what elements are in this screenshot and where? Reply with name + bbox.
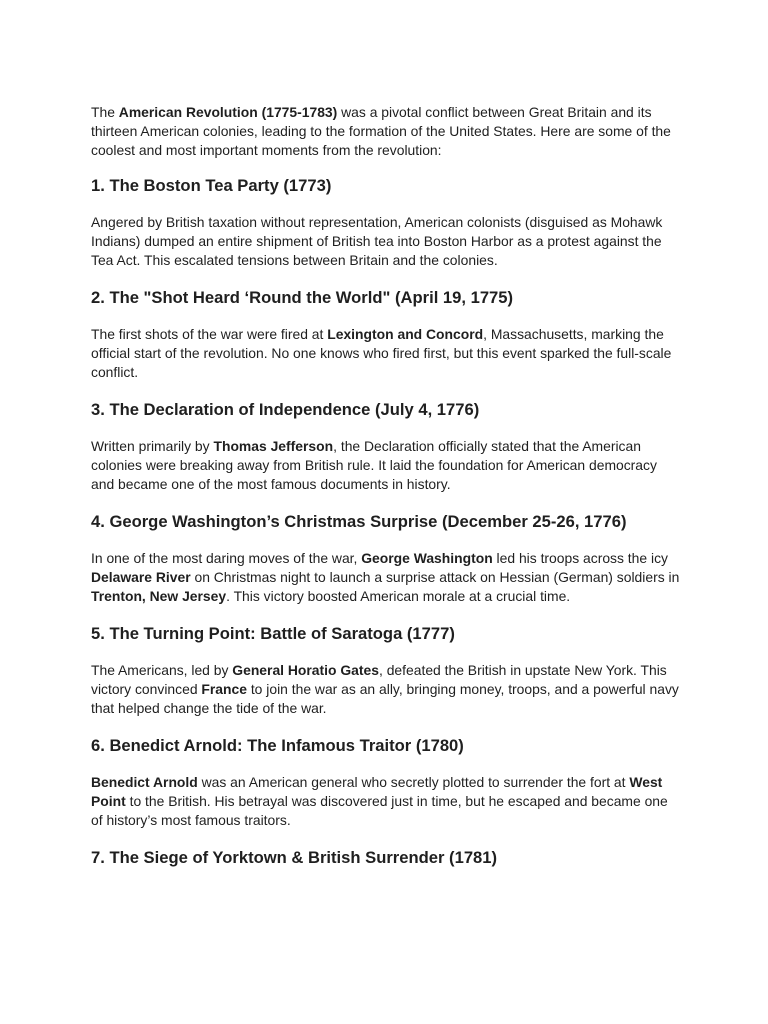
- section-heading: 3. The Declaration of Independence (July 4, 1776): [91, 400, 480, 419]
- section-boston-tea-party: [91, 175, 683, 270]
- section-heading: 5. The Turning Point: Battle of Saratoga (1777): [91, 624, 455, 643]
- intro-paragraph: [91, 103, 683, 160]
- section-yorktown: [91, 847, 683, 869]
- section-paragraph: Benedict Arnold was an American general who secretly plotted to surrender the fort at West Point to the British. His betrayal was discovered just in time, but he escaped and became one of history’s most famous traitors.: [91, 774, 668, 828]
- intro-text: was a pivotal conflict between Great Britain and its thirteen American colonies, leading to the formation of the United States. Here are some of the coolest and most important moments from the revolution:: [91, 104, 671, 158]
- section-heading: 4. George Washington’s Christmas Surprise (December 25-26, 1776): [91, 512, 627, 531]
- section-paragraph: The first shots of the war were fired at Lexington and Concord, Massachusetts, marking the official start of the revolution. No one knows who fired first, but this event sparked the full-scale conflict.: [91, 326, 672, 380]
- section-shot-heard: [91, 287, 683, 382]
- section-heading: 1. The Boston Tea Party (1773): [91, 176, 332, 195]
- section-paragraph: Written primarily by Thomas Jefferson, the Declaration officially stated that the American colonies were breaking away from British rule. It laid the foundation for American democracy and became one of the most famous documents in history.: [91, 438, 657, 492]
- section-christmas-surprise: [91, 511, 683, 606]
- document-page: [91, 103, 683, 885]
- section-declaration: [91, 399, 683, 494]
- section-paragraph: In one of the most daring moves of the war, George Washington led his troops across the icy Delaware River on Christmas night to launch a surprise attack on Hessian (German) soldiers in Trenton, New Jersey. This victory boosted American morale at a crucial time.: [91, 550, 680, 604]
- section-heading: 6. Benedict Arnold: The Infamous Traitor (1780): [91, 736, 464, 755]
- section-heading: 2. The "Shot Heard ‘Round the World" (April 19, 1775): [91, 288, 514, 307]
- section-paragraph: Angered by British taxation without representation, American colonists (disguised as Mohawk Indians) dumped an entire shipment of British tea into Boston Harbor as a protest against the Tea Act. This escalated tensions between Britain and the colonies.: [91, 214, 663, 268]
- intro-emphasis: American Revolution (1775-1783): [118, 104, 338, 120]
- section-benedict-arnold: [91, 735, 683, 830]
- section-heading: 7. The Siege of Yorktown & British Surrender (1781): [91, 848, 498, 867]
- section-paragraph: The Americans, led by General Horatio Gates, defeated the British in upstate New York. This victory convinced France to join the war as an ally, bringing money, troops, and a powerful navy that helped change the tide of the war.: [91, 662, 679, 716]
- section-saratoga: [91, 623, 683, 718]
- intro-text: The: [91, 104, 119, 120]
